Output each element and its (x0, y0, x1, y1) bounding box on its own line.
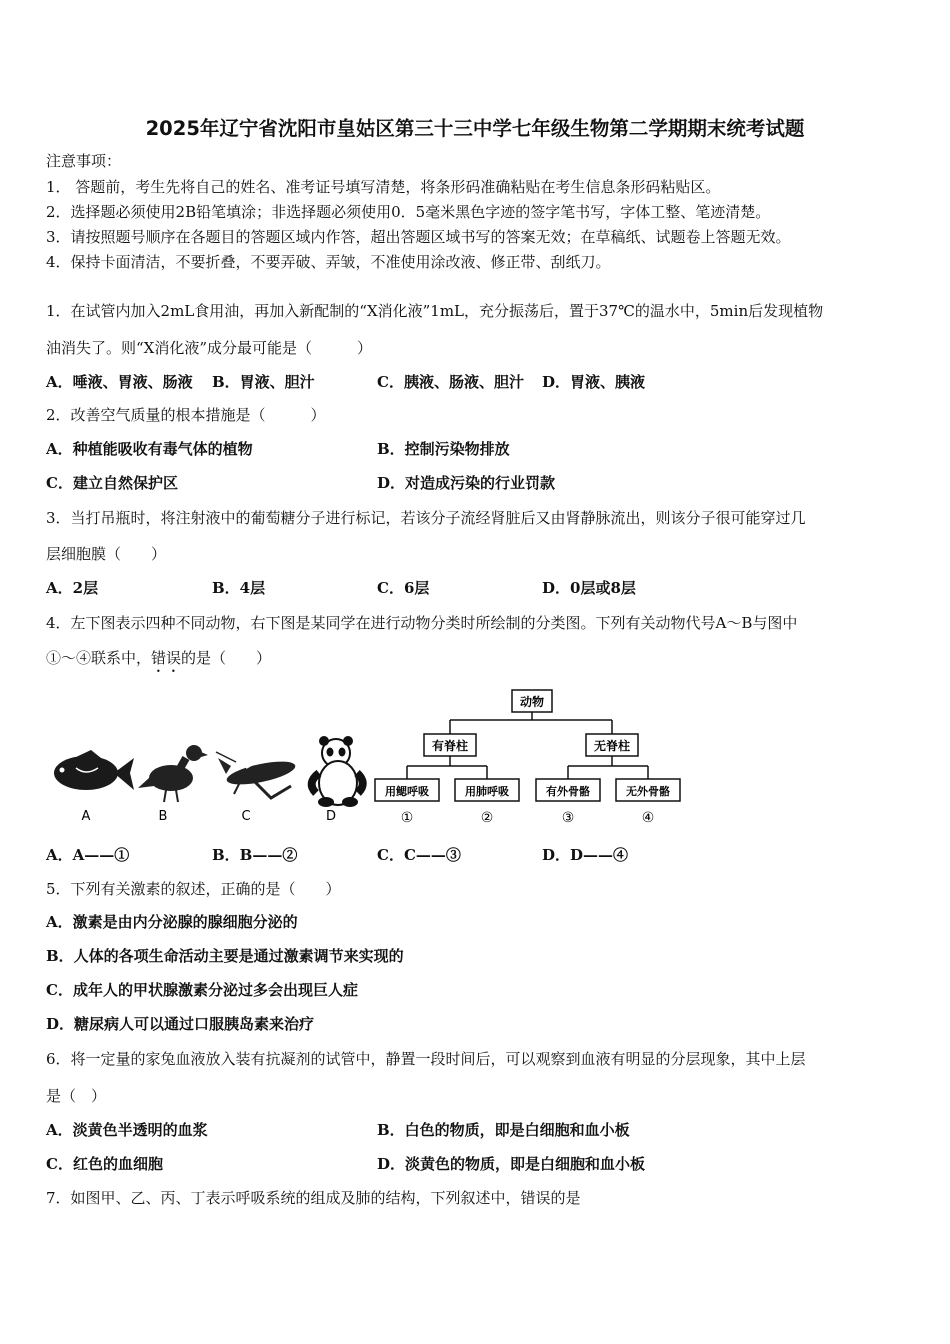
q1-stem-line1: 1．在试管内加入2mL食用油，再加入新配制的“X消化液”1mL，充分振荡后，置于37℃的温水中，5min后发现植物 (46, 302, 824, 320)
notice-heading: 注意事项： (46, 152, 122, 170)
q4-stem-post: 的是（ ） (181, 649, 272, 667)
animal-label-a: A (81, 809, 91, 824)
q1-option-d: D．胃液、胰液 (542, 373, 646, 391)
q3-stem-line1: 3．当打吊瓶时，将注射液中的葡萄糖分子进行标记，若该分子流经肾脏后又由肾静脉流出，则该分子很可能穿过几 (46, 509, 806, 527)
panda-drawing (312, 736, 363, 807)
q6-option-a: A．淡黄色半透明的血浆 (46, 1121, 208, 1139)
q3-option-b: B．4层 (212, 579, 266, 597)
q4-stem-line1: 4．左下图表示四种不同动物，右下图是某同学在进行动物分类时所绘制的分类图。下列有关动物代号A～B与图中 (46, 614, 798, 632)
tree-leaf-2: 用肺呼吸 (465, 785, 509, 798)
q5-option-b: B．人体的各项生命活动主要是通过激素调节来实现的 (46, 947, 404, 965)
q1-stem-line2: 油消失了。则“X消化液”成分最可能是（ ） (46, 339, 373, 357)
q3-option-d: D．0层或8层 (542, 579, 636, 597)
classification-tree (372, 686, 688, 828)
notice-item-3: 3．请按照题号顺序在各题目的答题区域内作答，超出答题区域书写的答案无效；在草稿纸、试题卷上答题无效。 (46, 228, 791, 246)
q4-option-d: D．D——④ (542, 846, 629, 864)
tree-root-label: 动物 (519, 695, 545, 709)
q2-option-b: B．控制污染物排放 (377, 440, 510, 458)
q6-stem-line2: 是（ ） (46, 1087, 107, 1105)
notice-item-2: 2．选择题必须使用2B铅笔填涂；非选择题必须使用0．5毫米黑色字迹的签字笔书写，字体工整、笔迹清楚。 (46, 203, 771, 221)
q2-option-d: D．对造成污染的行业罚款 (377, 474, 556, 492)
q2-stem: 2．改善空气质量的根本措施是（ ） (46, 406, 326, 424)
q4-option-a: A．A——① (46, 846, 130, 864)
animal-label-c: C (241, 809, 251, 824)
notice-item-4: 4．保持卡面清洁，不要折叠，不要弄破、弄皱，不准使用涂改液、修正带、刮纸刀。 (46, 253, 611, 271)
q5-option-c: C．成年人的甲状腺激素分泌过多会出现巨人症 (46, 981, 358, 999)
q5-option-a: A．激素是由内分泌腺的腺细胞分泌的 (46, 913, 298, 931)
fish-drawing (54, 750, 134, 790)
q3-stem-line2: 层细胞膜（ ） (46, 545, 167, 563)
tree-invertebrate-label: 无脊柱 (593, 739, 631, 753)
animal-label-d: D (325, 809, 337, 824)
q3-option-c: C．6层 (377, 579, 430, 597)
page-title: 2025年辽宁省沈阳市皇姑区第三十三中学七年级生物第二学期期末统考试题 (145, 117, 805, 140)
pigeon-drawing (138, 745, 208, 802)
q1-option-b: B．胃液、胆汁 (212, 373, 315, 391)
q6-option-c: C．红色的血细胞 (46, 1155, 163, 1173)
q4-stem-emphasis: 错误 (151, 649, 182, 667)
animal-label-b: B (158, 809, 168, 824)
q6-option-d: D．淡黄色的物质，即是白细胞和血小板 (377, 1155, 646, 1173)
q2-option-c: C．建立自然保护区 (46, 474, 178, 492)
animals-figure (46, 728, 376, 828)
q3-option-a: A．2层 (46, 579, 99, 597)
q6-stem-line1: 6．将一定量的家兔血液放入装有抗凝剂的试管中，静置一段时间后，可以观察到血液有明显的分层现象，其中上层 (46, 1050, 806, 1068)
tree-leaf-1: 用鳃呼吸 (385, 785, 429, 798)
q1-option-a: A．唾液、胃液、肠液 (46, 373, 193, 391)
q7-stem: 7．如图甲、乙、丙、丁表示呼吸系统的组成及肺的结构，下列叙述中，错误的是 (46, 1189, 581, 1207)
tree-vertebrate-label: 有脊柱 (431, 739, 469, 753)
notice-item-1: 1． 答题前，考生先将自己的姓名、准考证号填写清楚，将条形码准确粘贴在考生信息条形码粘贴区。 (46, 178, 721, 196)
tree-leaf-number-4: ④ (641, 810, 655, 826)
q5-stem: 5．下列有关激素的叙述，正确的是（ ） (46, 880, 341, 898)
tree-leaf-4: 无外骨骼 (626, 785, 670, 798)
q4-stem-pre: ①～④联系中， (46, 649, 152, 667)
q4-option-c: C．C——③ (377, 846, 461, 864)
q1-option-c: C．胰液、肠液、胆汁 (377, 373, 524, 391)
q4-option-b: B．B——② (212, 846, 298, 864)
q6-option-b: B．白色的物质，即是白细胞和血小板 (377, 1121, 630, 1139)
tree-leaf-number-1: ① (400, 810, 414, 826)
tree-leaf-3: 有外骨骼 (546, 785, 590, 798)
q5-option-d: D．糖尿病人可以通过口服胰岛素来治疗 (46, 1015, 315, 1033)
locust-drawing (216, 752, 297, 798)
q4-stem-line2 (46, 648, 271, 676)
tree-leaf-number-3: ③ (561, 810, 575, 826)
tree-leaf-number-2: ② (480, 810, 494, 826)
q2-option-a: A．种植能吸收有毒气体的植物 (46, 440, 253, 458)
